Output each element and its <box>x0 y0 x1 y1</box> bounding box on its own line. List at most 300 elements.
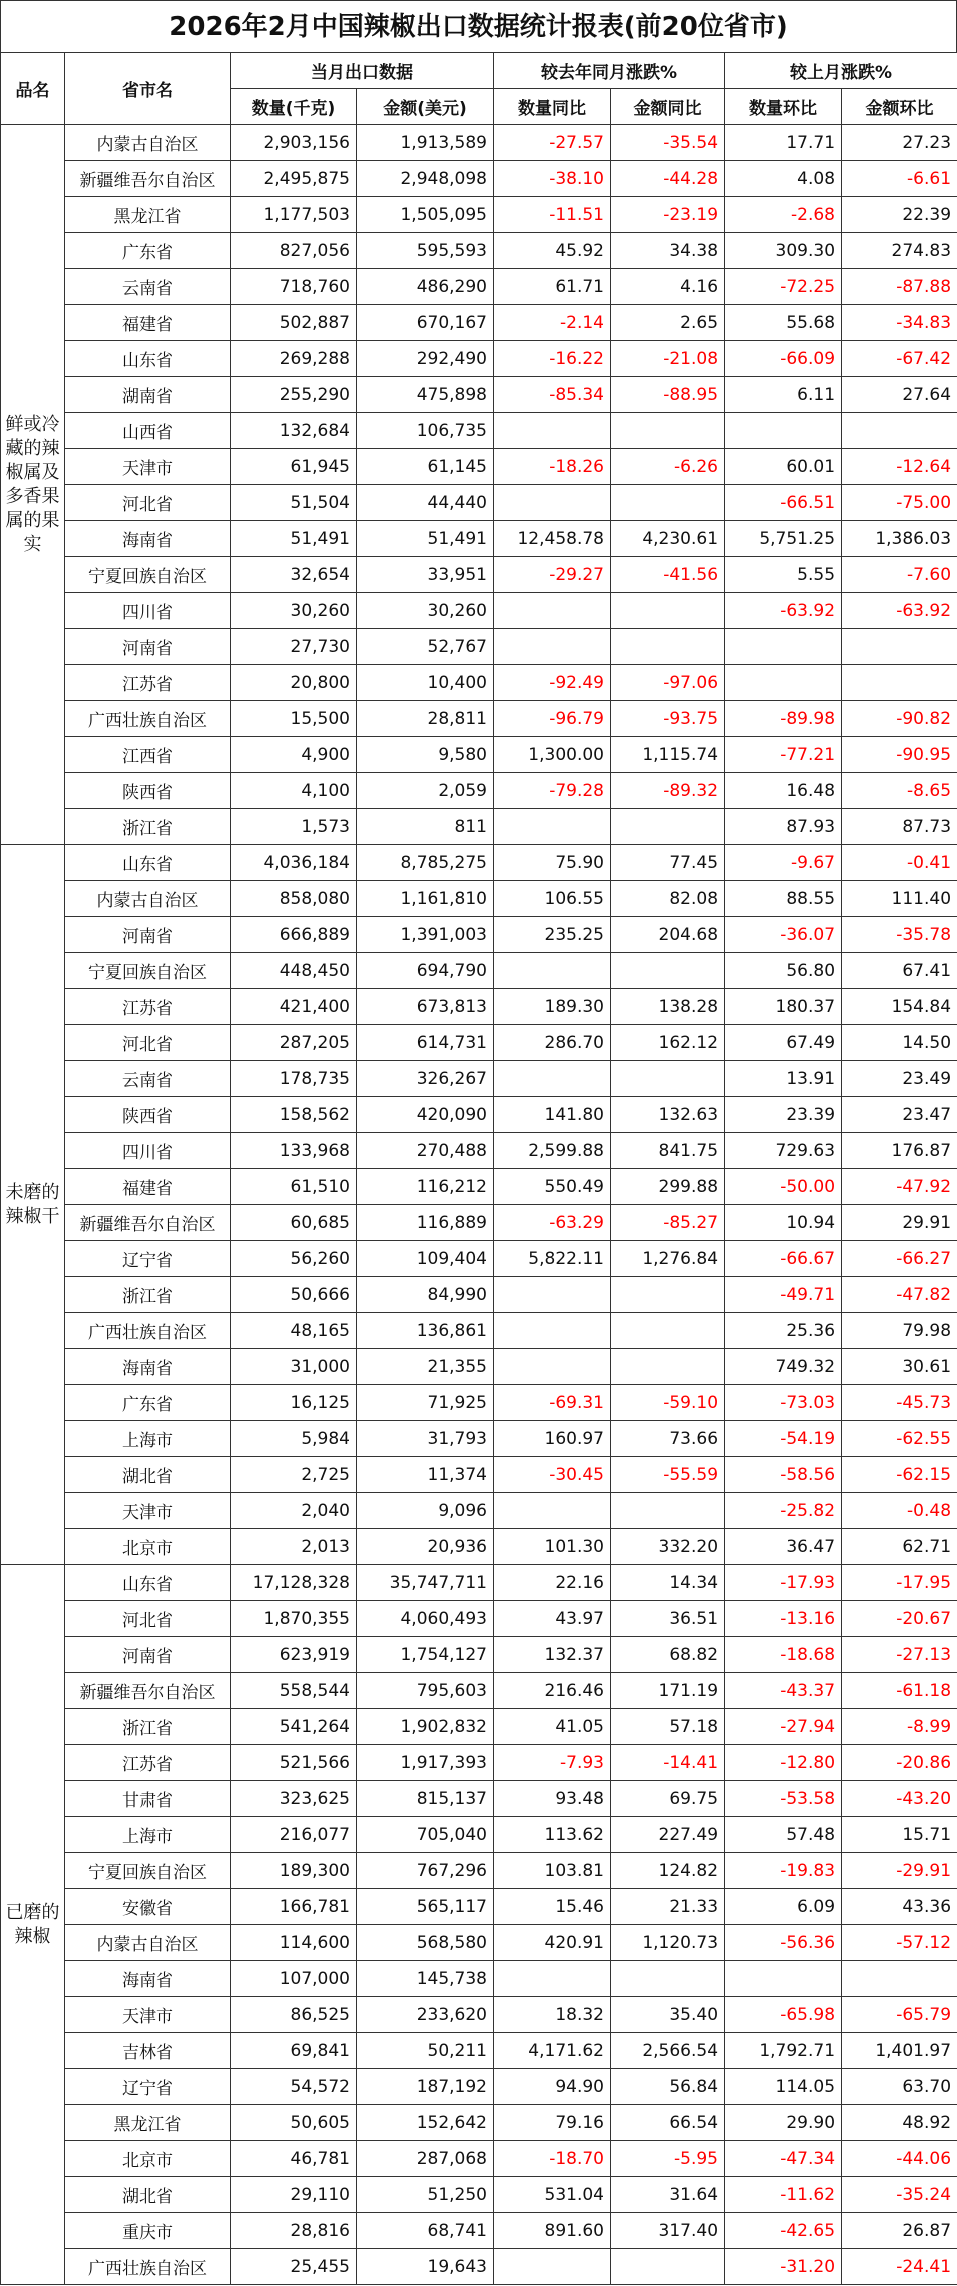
amt-mom-cell: -35.78 <box>842 917 957 953</box>
table-row <box>1 953 957 989</box>
amt-mom-cell: 23.49 <box>842 1061 957 1097</box>
qty-cell: 1,177,503 <box>231 197 357 233</box>
amt-mom-cell: 48.92 <box>842 2105 957 2141</box>
province-cell: 内蒙古自治区 <box>65 1925 231 1961</box>
province-cell: 湖南省 <box>65 377 231 413</box>
amt-yoy-cell <box>611 1313 725 1349</box>
amt-yoy-cell: 332.20 <box>611 1529 725 1565</box>
province-cell: 河南省 <box>65 629 231 665</box>
qty-yoy-cell: 103.81 <box>494 1853 611 1889</box>
province-cell: 山西省 <box>65 413 231 449</box>
amt-mom-cell: -8.65 <box>842 773 957 809</box>
qty-cell: 2,013 <box>231 1529 357 1565</box>
province-cell: 河北省 <box>65 1025 231 1061</box>
amt-mom-cell <box>842 629 957 665</box>
amount-cell: 2,059 <box>357 773 494 809</box>
amt-mom-cell: -62.55 <box>842 1421 957 1457</box>
province-cell: 重庆市 <box>65 2213 231 2249</box>
table-row <box>1 809 957 845</box>
amt-yoy-cell: 299.88 <box>611 1169 725 1205</box>
province-cell: 天津市 <box>65 1997 231 2033</box>
qty-mom-cell: -58.56 <box>725 1457 842 1493</box>
amt-mom-cell: 87.73 <box>842 809 957 845</box>
amt-mom-cell: -66.27 <box>842 1241 957 1277</box>
qty-cell: 60,685 <box>231 1205 357 1241</box>
amt-yoy-cell: 204.68 <box>611 917 725 953</box>
table-row <box>1 521 957 557</box>
amt-yoy-cell: -89.32 <box>611 773 725 809</box>
amount-cell: 152,642 <box>357 2105 494 2141</box>
qty-mom-cell: -18.68 <box>725 1637 842 1673</box>
qty-yoy-cell <box>494 485 611 521</box>
amt-mom-cell: -90.82 <box>842 701 957 737</box>
table-row <box>1 1385 957 1421</box>
amt-yoy-cell <box>611 809 725 845</box>
amt-yoy-cell: 21.33 <box>611 1889 725 1925</box>
amt-yoy-cell: -35.54 <box>611 125 725 161</box>
province-cell: 广西壮族自治区 <box>65 2249 231 2285</box>
amount-cell: 614,731 <box>357 1025 494 1061</box>
amt-mom-cell: -43.20 <box>842 1781 957 1817</box>
amt-yoy-cell <box>611 1493 725 1529</box>
qty-mom-cell: -53.58 <box>725 1781 842 1817</box>
province-cell: 山东省 <box>65 845 231 881</box>
qty-mom-cell: 13.91 <box>725 1061 842 1097</box>
amt-mom-cell: -47.82 <box>842 1277 957 1313</box>
header-current-month: 当月出口数据 <box>231 53 494 89</box>
table-row <box>1 1961 957 1997</box>
amt-mom-cell: 27.23 <box>842 125 957 161</box>
header-qty-kg: 数量(千克) <box>231 89 357 125</box>
table-row <box>1 665 957 701</box>
qty-mom-cell: 36.47 <box>725 1529 842 1565</box>
amount-cell: 71,925 <box>357 1385 494 1421</box>
amt-mom-cell: -34.83 <box>842 305 957 341</box>
table-row <box>1 1817 957 1853</box>
amount-cell: 84,990 <box>357 1277 494 1313</box>
amount-cell: 68,741 <box>357 2213 494 2249</box>
qty-mom-cell: 56.80 <box>725 953 842 989</box>
province-cell: 宁夏回族自治区 <box>65 1853 231 1889</box>
amount-cell: 4,060,493 <box>357 1601 494 1637</box>
report-title: 2026年2月中国辣椒出口数据统计报表(前20位省市) <box>0 0 957 52</box>
product-category-cell: 鲜或冷藏的辣椒属及多香果属的果实 <box>1 125 65 845</box>
amt-yoy-cell: 82.08 <box>611 881 725 917</box>
amt-yoy-cell: 841.75 <box>611 1133 725 1169</box>
amount-cell: 51,250 <box>357 2177 494 2213</box>
amt-yoy-cell <box>611 593 725 629</box>
table-row <box>1 1853 957 1889</box>
qty-yoy-cell: 113.62 <box>494 1817 611 1853</box>
province-cell: 海南省 <box>65 521 231 557</box>
table-row <box>1 161 957 197</box>
amt-mom-cell: -47.92 <box>842 1169 957 1205</box>
qty-mom-cell: 6.09 <box>725 1889 842 1925</box>
amount-cell: 31,793 <box>357 1421 494 1457</box>
amt-yoy-cell: 56.84 <box>611 2069 725 2105</box>
qty-mom-cell: -19.83 <box>725 1853 842 1889</box>
qty-cell: 1,870,355 <box>231 1601 357 1637</box>
qty-mom-cell: 23.39 <box>725 1097 842 1133</box>
table-body <box>1 125 957 2285</box>
qty-mom-cell: -66.51 <box>725 485 842 521</box>
amt-yoy-cell: 2,566.54 <box>611 2033 725 2069</box>
amount-cell: 795,603 <box>357 1673 494 1709</box>
table-row <box>1 1061 957 1097</box>
qty-yoy-cell: 22.16 <box>494 1565 611 1601</box>
table-row <box>1 1565 957 1601</box>
amt-mom-cell: 26.87 <box>842 2213 957 2249</box>
amt-mom-cell: -45.73 <box>842 1385 957 1421</box>
qty-mom-cell: 10.94 <box>725 1205 842 1241</box>
province-cell: 北京市 <box>65 1529 231 1565</box>
qty-cell: 718,760 <box>231 269 357 305</box>
qty-mom-cell: 17.71 <box>725 125 842 161</box>
amount-cell: 51,491 <box>357 521 494 557</box>
qty-cell: 17,128,328 <box>231 1565 357 1601</box>
table-row <box>1 2249 957 2285</box>
qty-cell: 51,504 <box>231 485 357 521</box>
qty-cell: 178,735 <box>231 1061 357 1097</box>
qty-yoy-cell: -69.31 <box>494 1385 611 1421</box>
qty-mom-cell: -9.67 <box>725 845 842 881</box>
amt-yoy-cell: -41.56 <box>611 557 725 593</box>
qty-mom-cell <box>725 413 842 449</box>
qty-cell: 2,903,156 <box>231 125 357 161</box>
qty-yoy-cell: 2,599.88 <box>494 1133 611 1169</box>
amt-mom-cell: 14.50 <box>842 1025 957 1061</box>
qty-yoy-cell: 18.32 <box>494 1997 611 2033</box>
qty-mom-cell: -49.71 <box>725 1277 842 1313</box>
qty-yoy-cell <box>494 1961 611 1997</box>
qty-mom-cell: -42.65 <box>725 2213 842 2249</box>
amt-yoy-cell <box>611 629 725 665</box>
qty-cell: 448,450 <box>231 953 357 989</box>
table-row <box>1 701 957 737</box>
amount-cell: 44,440 <box>357 485 494 521</box>
province-cell: 湖北省 <box>65 1457 231 1493</box>
header-product: 品名 <box>1 53 65 125</box>
amount-cell: 28,811 <box>357 701 494 737</box>
qty-cell: 4,900 <box>231 737 357 773</box>
qty-mom-cell: 4.08 <box>725 161 842 197</box>
province-cell: 浙江省 <box>65 1709 231 1745</box>
qty-cell: 29,110 <box>231 2177 357 2213</box>
qty-yoy-cell: -96.79 <box>494 701 611 737</box>
province-cell: 陕西省 <box>65 1097 231 1133</box>
amt-yoy-cell: -21.08 <box>611 341 725 377</box>
amt-mom-cell: -75.00 <box>842 485 957 521</box>
province-cell: 浙江省 <box>65 1277 231 1313</box>
amount-cell: 21,355 <box>357 1349 494 1385</box>
amt-mom-cell: 30.61 <box>842 1349 957 1385</box>
amount-cell: 475,898 <box>357 377 494 413</box>
amt-yoy-cell: 138.28 <box>611 989 725 1025</box>
table-row <box>1 1997 957 2033</box>
amt-mom-cell: -57.12 <box>842 1925 957 1961</box>
qty-yoy-cell: 531.04 <box>494 2177 611 2213</box>
table-row <box>1 1025 957 1061</box>
qty-cell: 132,684 <box>231 413 357 449</box>
qty-yoy-cell: -18.26 <box>494 449 611 485</box>
amount-cell: 595,593 <box>357 233 494 269</box>
qty-yoy-cell: -92.49 <box>494 665 611 701</box>
amount-cell: 136,861 <box>357 1313 494 1349</box>
qty-mom-cell: 55.68 <box>725 305 842 341</box>
amount-cell: 694,790 <box>357 953 494 989</box>
amt-yoy-cell: 14.34 <box>611 1565 725 1601</box>
table-row <box>1 2213 957 2249</box>
qty-mom-cell: 6.11 <box>725 377 842 413</box>
qty-yoy-cell: 891.60 <box>494 2213 611 2249</box>
table-row <box>1 917 957 953</box>
province-cell: 云南省 <box>65 269 231 305</box>
qty-cell: 31,000 <box>231 1349 357 1385</box>
amt-mom-cell: 29.91 <box>842 1205 957 1241</box>
amt-mom-cell <box>842 1961 957 1997</box>
amt-yoy-cell: 1,276.84 <box>611 1241 725 1277</box>
amt-yoy-cell: 171.19 <box>611 1673 725 1709</box>
amt-yoy-cell: 4,230.61 <box>611 521 725 557</box>
amount-cell: 187,192 <box>357 2069 494 2105</box>
qty-cell: 216,077 <box>231 1817 357 1853</box>
qty-yoy-cell: -63.29 <box>494 1205 611 1241</box>
qty-cell: 86,525 <box>231 1997 357 2033</box>
qty-mom-cell: 16.48 <box>725 773 842 809</box>
province-cell: 河北省 <box>65 485 231 521</box>
amount-cell: 2,948,098 <box>357 161 494 197</box>
amt-mom-cell: 27.64 <box>842 377 957 413</box>
amt-mom-cell <box>842 413 957 449</box>
qty-mom-cell: 88.55 <box>725 881 842 917</box>
qty-mom-cell: -13.16 <box>725 1601 842 1637</box>
amt-mom-cell <box>842 665 957 701</box>
qty-mom-cell: -47.34 <box>725 2141 842 2177</box>
amt-mom-cell: -17.95 <box>842 1565 957 1601</box>
amount-cell: 670,167 <box>357 305 494 341</box>
amount-cell: 35,747,711 <box>357 1565 494 1601</box>
amt-mom-cell: -0.41 <box>842 845 957 881</box>
qty-cell: 114,600 <box>231 1925 357 1961</box>
qty-cell: 61,945 <box>231 449 357 485</box>
table-row <box>1 341 957 377</box>
qty-yoy-cell: 106.55 <box>494 881 611 917</box>
qty-mom-cell: -2.68 <box>725 197 842 233</box>
qty-cell: 133,968 <box>231 1133 357 1169</box>
table-row <box>1 269 957 305</box>
amt-yoy-cell: 317.40 <box>611 2213 725 2249</box>
amt-yoy-cell: -23.19 <box>611 197 725 233</box>
amount-cell: 20,936 <box>357 1529 494 1565</box>
qty-yoy-cell <box>494 1349 611 1385</box>
qty-cell: 166,781 <box>231 1889 357 1925</box>
qty-cell: 323,625 <box>231 1781 357 1817</box>
amount-cell: 8,785,275 <box>357 845 494 881</box>
qty-mom-cell <box>725 629 842 665</box>
qty-mom-cell: 180.37 <box>725 989 842 1025</box>
qty-mom-cell: 60.01 <box>725 449 842 485</box>
province-cell: 新疆维吾尔自治区 <box>65 1205 231 1241</box>
table-row <box>1 881 957 917</box>
amt-mom-cell: -8.99 <box>842 1709 957 1745</box>
amount-cell: 1,917,393 <box>357 1745 494 1781</box>
qty-mom-cell: -50.00 <box>725 1169 842 1205</box>
table-row <box>1 1889 957 1925</box>
amt-mom-cell: 63.70 <box>842 2069 957 2105</box>
qty-cell: 858,080 <box>231 881 357 917</box>
amt-mom-cell: 176.87 <box>842 1133 957 1169</box>
qty-cell: 16,125 <box>231 1385 357 1421</box>
qty-cell: 107,000 <box>231 1961 357 1997</box>
amt-mom-cell: -63.92 <box>842 593 957 629</box>
table-row <box>1 557 957 593</box>
qty-yoy-cell: 79.16 <box>494 2105 611 2141</box>
amt-mom-cell: 111.40 <box>842 881 957 917</box>
qty-yoy-cell: -16.22 <box>494 341 611 377</box>
qty-cell: 502,887 <box>231 305 357 341</box>
province-cell: 天津市 <box>65 1493 231 1529</box>
province-cell: 上海市 <box>65 1421 231 1457</box>
amt-mom-cell: -27.13 <box>842 1637 957 1673</box>
province-cell: 福建省 <box>65 1169 231 1205</box>
amt-yoy-cell: 227.49 <box>611 1817 725 1853</box>
amt-yoy-cell: 69.75 <box>611 1781 725 1817</box>
province-cell: 云南省 <box>65 1061 231 1097</box>
qty-mom-cell: 729.63 <box>725 1133 842 1169</box>
amt-yoy-cell <box>611 1277 725 1313</box>
amount-cell: 10,400 <box>357 665 494 701</box>
header-qty-mom: 数量环比 <box>725 89 842 125</box>
qty-mom-cell: -72.25 <box>725 269 842 305</box>
province-cell: 四川省 <box>65 1133 231 1169</box>
qty-yoy-cell: 189.30 <box>494 989 611 1025</box>
amount-cell: 50,211 <box>357 2033 494 2069</box>
qty-cell: 32,654 <box>231 557 357 593</box>
province-cell: 河南省 <box>65 917 231 953</box>
province-cell: 海南省 <box>65 1961 231 1997</box>
amount-cell: 292,490 <box>357 341 494 377</box>
amt-yoy-cell: 1,120.73 <box>611 1925 725 1961</box>
qty-yoy-cell: 94.90 <box>494 2069 611 2105</box>
amt-mom-cell: 274.83 <box>842 233 957 269</box>
province-cell: 江苏省 <box>65 989 231 1025</box>
table-row <box>1 845 957 881</box>
amount-cell: 116,212 <box>357 1169 494 1205</box>
amount-cell: 9,096 <box>357 1493 494 1529</box>
amount-cell: 19,643 <box>357 2249 494 2285</box>
table-row <box>1 305 957 341</box>
amount-cell: 673,813 <box>357 989 494 1025</box>
qty-mom-cell: 5.55 <box>725 557 842 593</box>
qty-mom-cell: -17.93 <box>725 1565 842 1601</box>
amt-yoy-cell <box>611 485 725 521</box>
qty-cell: 623,919 <box>231 1637 357 1673</box>
amount-cell: 145,738 <box>357 1961 494 1997</box>
province-cell: 安徽省 <box>65 1889 231 1925</box>
amount-cell: 9,580 <box>357 737 494 773</box>
qty-yoy-cell: 235.25 <box>494 917 611 953</box>
product-category-cell: 未磨的辣椒干 <box>1 845 65 1565</box>
qty-mom-cell: -36.07 <box>725 917 842 953</box>
qty-mom-cell: 5,751.25 <box>725 521 842 557</box>
table-row <box>1 125 957 161</box>
amt-yoy-cell: 36.51 <box>611 1601 725 1637</box>
qty-yoy-cell: 93.48 <box>494 1781 611 1817</box>
qty-cell: 2,040 <box>231 1493 357 1529</box>
qty-mom-cell: -65.98 <box>725 1997 842 2033</box>
amt-yoy-cell: -5.95 <box>611 2141 725 2177</box>
table-row <box>1 1421 957 1457</box>
qty-mom-cell: 57.48 <box>725 1817 842 1853</box>
qty-mom-cell: 67.49 <box>725 1025 842 1061</box>
table-row <box>1 377 957 413</box>
qty-yoy-cell <box>494 1277 611 1313</box>
amt-yoy-cell: 4.16 <box>611 269 725 305</box>
qty-mom-cell: -89.98 <box>725 701 842 737</box>
province-cell: 河南省 <box>65 1637 231 1673</box>
qty-yoy-cell <box>494 2249 611 2285</box>
amt-mom-cell: -20.86 <box>842 1745 957 1781</box>
amt-yoy-cell: 132.63 <box>611 1097 725 1133</box>
amt-yoy-cell: -85.27 <box>611 1205 725 1241</box>
qty-mom-cell: -12.80 <box>725 1745 842 1781</box>
qty-cell: 2,495,875 <box>231 161 357 197</box>
amt-yoy-cell <box>611 1961 725 1997</box>
qty-mom-cell: -66.09 <box>725 341 842 377</box>
province-cell: 陕西省 <box>65 773 231 809</box>
amt-mom-cell: -35.24 <box>842 2177 957 2213</box>
qty-cell: 20,800 <box>231 665 357 701</box>
amount-cell: 52,767 <box>357 629 494 665</box>
province-cell: 江苏省 <box>65 665 231 701</box>
qty-cell: 558,544 <box>231 1673 357 1709</box>
header-mom-group: 较上月涨跌% <box>725 53 957 89</box>
qty-cell: 27,730 <box>231 629 357 665</box>
qty-yoy-cell: 1,300.00 <box>494 737 611 773</box>
qty-mom-cell: -25.82 <box>725 1493 842 1529</box>
qty-mom-cell: -66.67 <box>725 1241 842 1277</box>
amount-cell: 61,145 <box>357 449 494 485</box>
qty-yoy-cell <box>494 593 611 629</box>
amt-yoy-cell <box>611 1061 725 1097</box>
province-cell: 新疆维吾尔自治区 <box>65 1673 231 1709</box>
amount-cell: 1,902,832 <box>357 1709 494 1745</box>
province-cell: 北京市 <box>65 2141 231 2177</box>
qty-mom-cell: -43.37 <box>725 1673 842 1709</box>
table-row <box>1 2033 957 2069</box>
header-qty-yoy: 数量同比 <box>494 89 611 125</box>
qty-cell: 28,816 <box>231 2213 357 2249</box>
province-cell: 宁夏回族自治区 <box>65 557 231 593</box>
table-row <box>1 773 957 809</box>
qty-yoy-cell: 41.05 <box>494 1709 611 1745</box>
province-cell: 甘肃省 <box>65 1781 231 1817</box>
qty-yoy-cell: -18.70 <box>494 2141 611 2177</box>
qty-cell: 61,510 <box>231 1169 357 1205</box>
qty-yoy-cell: -2.14 <box>494 305 611 341</box>
qty-cell: 50,605 <box>231 2105 357 2141</box>
qty-cell: 269,288 <box>231 341 357 377</box>
amt-yoy-cell: -59.10 <box>611 1385 725 1421</box>
qty-yoy-cell: -79.28 <box>494 773 611 809</box>
qty-yoy-cell <box>494 953 611 989</box>
amt-mom-cell: 43.36 <box>842 1889 957 1925</box>
amt-yoy-cell: 31.64 <box>611 2177 725 2213</box>
qty-yoy-cell <box>494 809 611 845</box>
province-cell: 内蒙古自治区 <box>65 881 231 917</box>
qty-cell: 287,205 <box>231 1025 357 1061</box>
qty-yoy-cell: 101.30 <box>494 1529 611 1565</box>
